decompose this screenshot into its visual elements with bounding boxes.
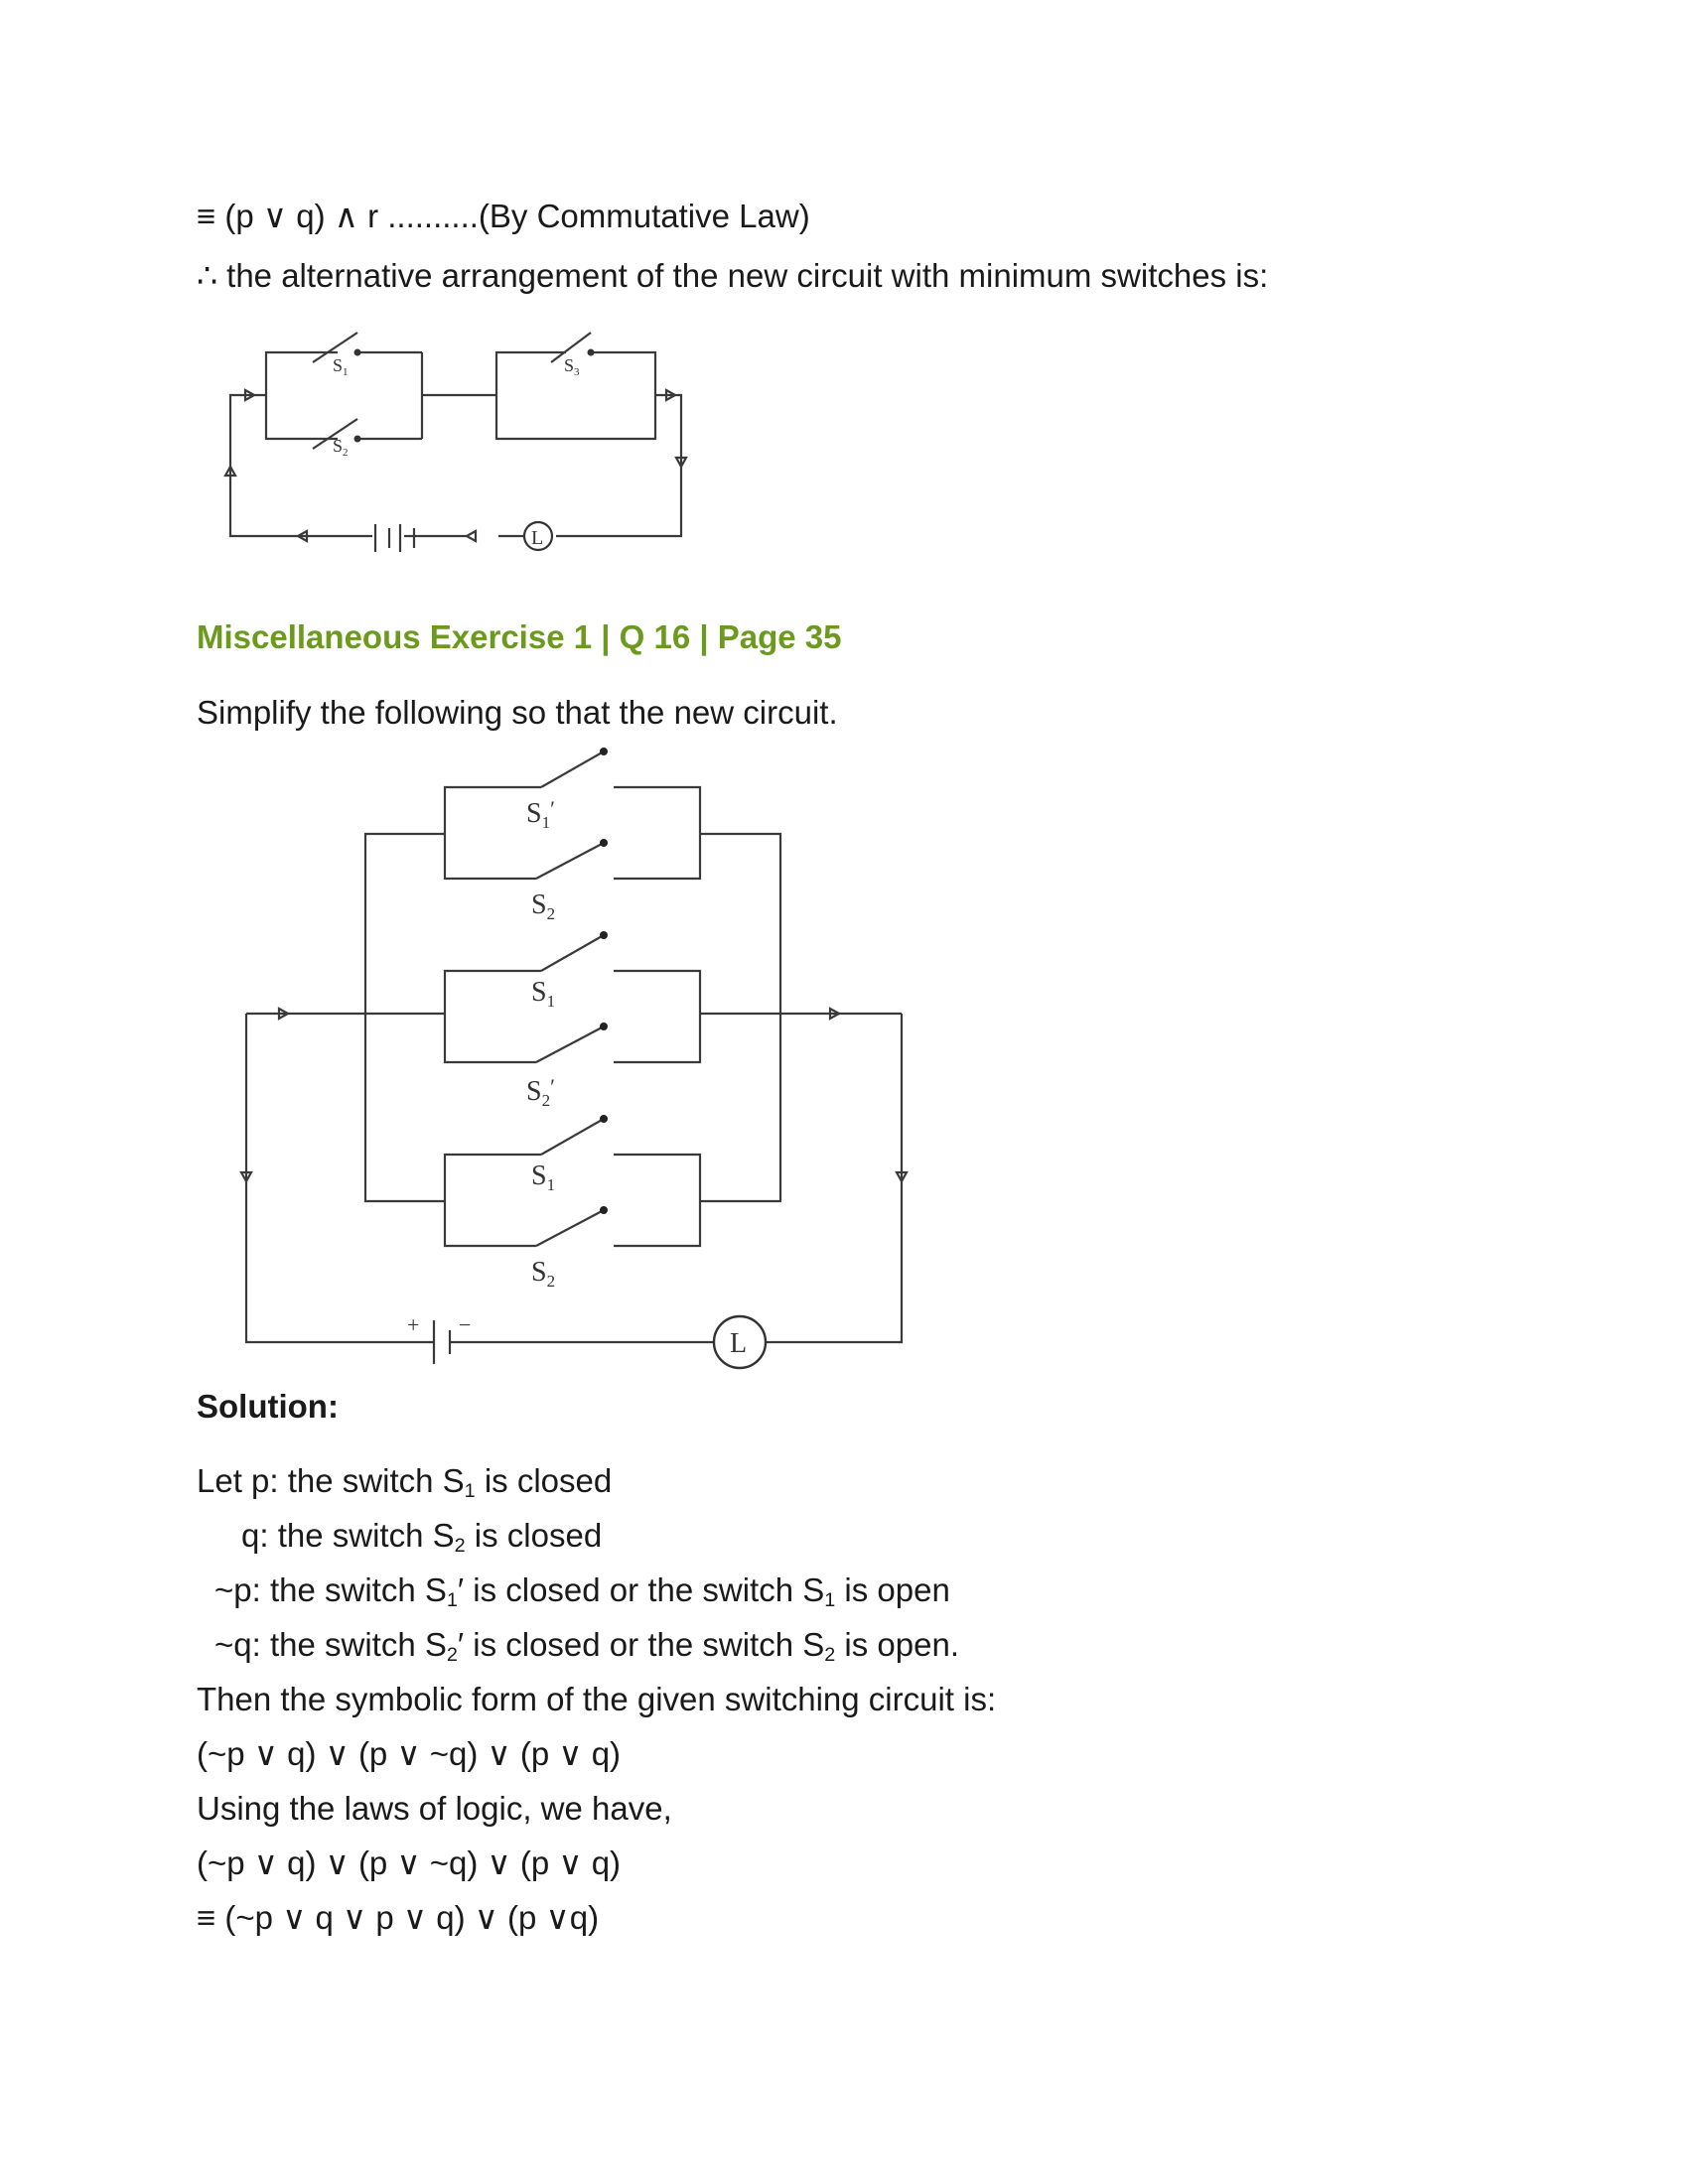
circuit-intro-line: ∴ the alternative arrangement of the new circuit with minimum switches is: [197,257,1269,294]
circuit2-lamp-label: L [730,1328,748,1359]
solution-symbolic-intro: Then the symbolic form of the given switching circuit is: [197,1681,997,1717]
solution-expression-1: (~p ∨ q) ∨ (p ∨ ~q) ∨ (p ∨ q) [197,1735,622,1772]
circuit2-label-s2-b: $S_2$ [531,1257,556,1291]
circuit1-s1-label: $S_1$ [333,355,349,378]
circuit1-s2-label: $S_2$ [333,436,349,459]
circuit2-label-s1prime: $S_1'$ [526,796,555,832]
solution-label: Solution: [197,1388,339,1425]
circuit2-s1-blade-b [541,1119,604,1155]
solution-line-not-p: ~p: the switch $S_1'$ is closed or the switch $S_1$ is open [214,1571,950,1611]
circuit2-s2-blade-b [536,1210,604,1246]
exercise-heading: Miscellaneous Exercise 1 | Q 16 | Page 35 [197,618,842,655]
circuit2-label-s2: $S_2$ [531,889,556,923]
circuit1-lamp-label: L [531,527,544,549]
circuit2-label-s2prime: $S_2'$ [526,1074,555,1110]
circuit1-s3-label: $S_3$ [564,355,580,378]
logic-step-line: ≡ (p ∨ q) ∧ r ..........(By Commutative Law) [197,198,810,234]
circuit2-s1prime-blade [541,751,604,787]
circuit2-s2prime-blade [536,1026,604,1062]
circuit2-label-s1: $S_1$ [531,977,556,1011]
solution-line-q: q: the switch $S_2$ is closed [241,1517,603,1557]
solution-line-p: Let p: the switch $S_1$ is closed [197,1462,613,1502]
circuit2-s1-blade [541,935,604,971]
circuit2-s2-blade [536,843,604,879]
solution-line-not-q: ~q: the switch $S_2'$ is closed or the switch $S_2$ is open. [214,1626,959,1666]
circuit2-plus-sign: + [407,1312,420,1337]
circuit2-label-s1-b: $S_1$ [531,1160,556,1194]
solution-laws-intro: Using the laws of logic, we have, [197,1790,672,1827]
solution-expression-3: ≡ (~p ∨ q ∨ p ∨ q) ∨ (p ∨q) [197,1899,600,1936]
solution-expression-2: (~p ∨ q) ∨ (p ∨ ~q) ∨ (p ∨ q) [197,1844,622,1881]
question-text: Simplify the following so that the new circuit. [197,694,838,731]
circuit2-minus-sign: − [459,1312,472,1337]
